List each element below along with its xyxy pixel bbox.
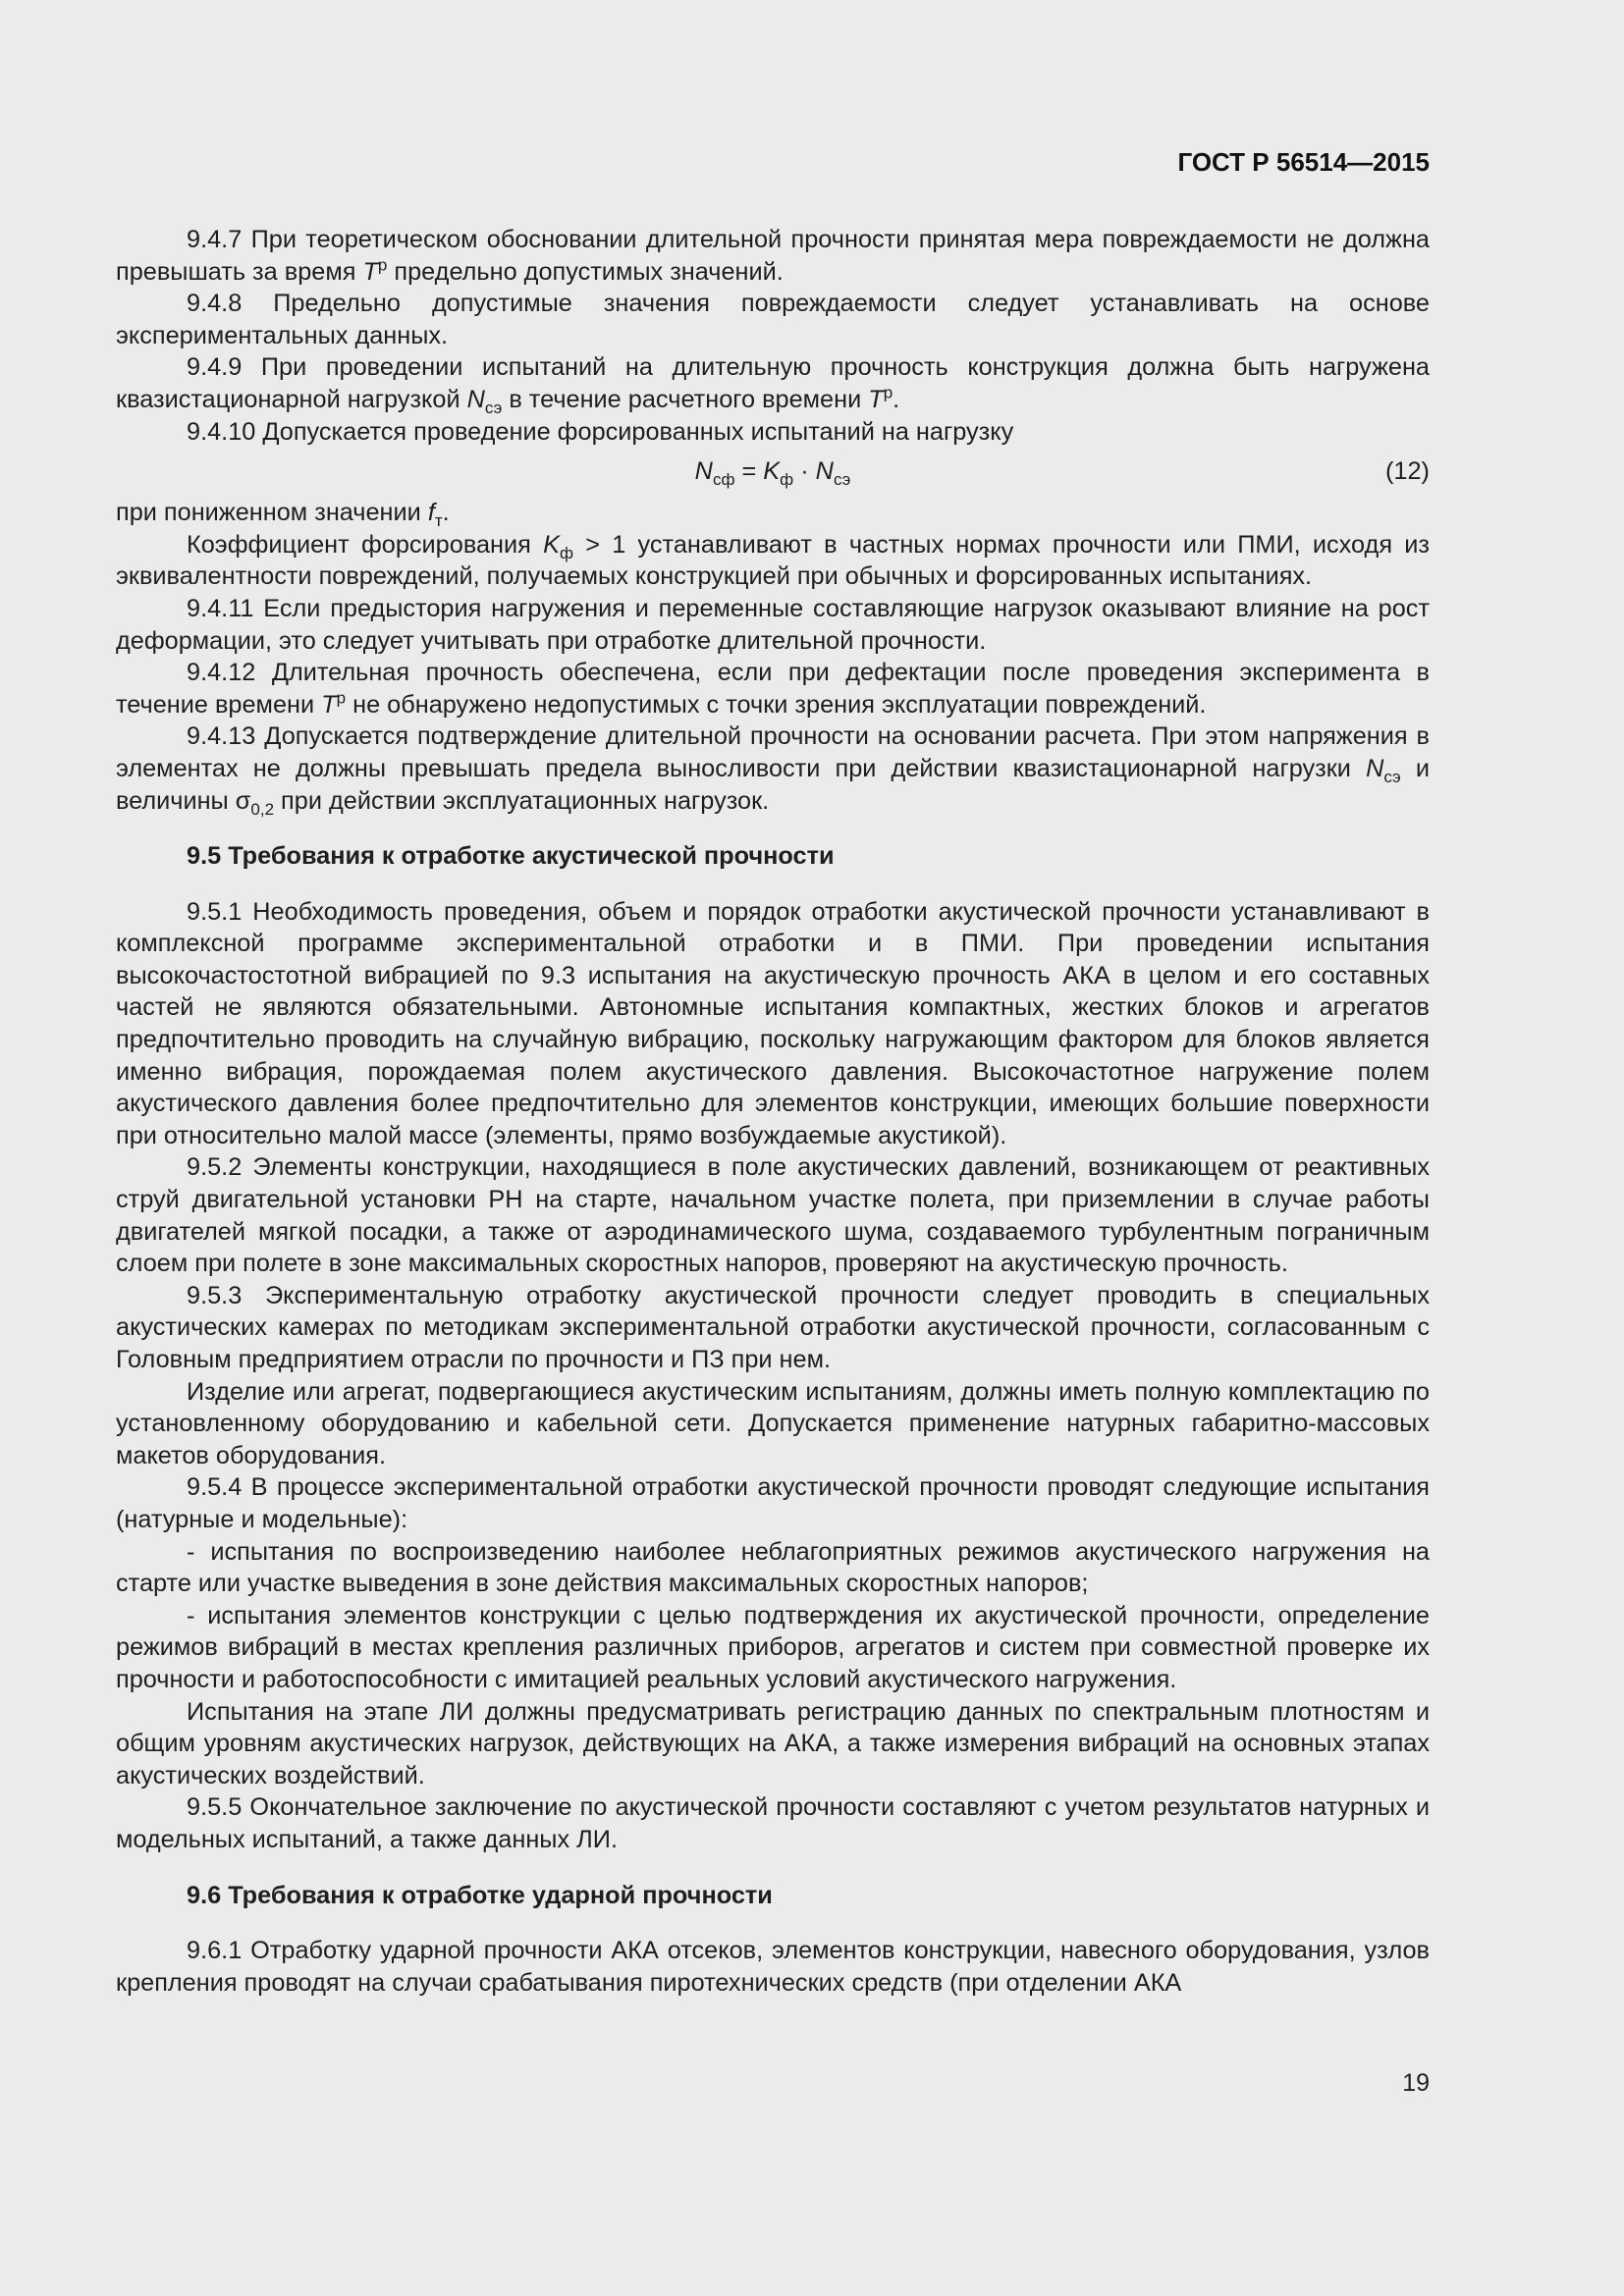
paragraph-9-5-5: 9.5.5 Окончательное заключение по акустической прочности составляют с учетом результатов натурных и модельных испытаний, а также данных ЛИ. bbox=[116, 1793, 1430, 1853]
paragraph-9-4-8: 9.4.8 Предельно допустимые значения повреждаемости следует устанавливать на основе экспериментальных данных. bbox=[116, 290, 1430, 349]
page-number: 19 bbox=[1402, 2069, 1430, 2097]
paragraph-flight-tests: Испытания на этапе ЛИ должны предусматривать регистрацию данных по спектральным плотностям и общим уровням акустических нагрузок, действующих на АКА, а также измерения вибраций на основных этапах акустических воздействий. bbox=[116, 1697, 1430, 1789]
paragraph-9-4-7: 9.4.7 При теоретическом обосновании длительной прочности принятая мера повреждаемости не должна превышать за время $T^р$ предельно допустимых значений. bbox=[116, 226, 1430, 286]
paragraph-9-6-1: 9.6.1 Отработку ударной прочности АКА отсеков, элементов конструкции, навесного оборудования, узлов крепления проводят на случаи срабатывания пиротехнических средств (при отделении АКА bbox=[116, 1937, 1430, 1997]
paragraph-9-4-9: 9.4.9 При проведении испытаний на длительную прочность конструкция должна быть нагружена квазистационарной нагрузкой $N_{сэ}$ в течение расчетного времени $T^р$. bbox=[116, 353, 1430, 418]
formula-expression: $N_{сф} = K_ф \cdot N_{сэ}$ bbox=[694, 457, 851, 490]
paragraph-forcing-coefficient: Коэффициент форсирования $K_ф > 1$ устанавливают в частных нормах прочности или ПМИ, исходя из эквивалентности повреждений, получаемых конструкцией при обычных и форсированных испытаниях. bbox=[116, 530, 1430, 591]
paragraph-9-5-2: 9.5.2 Элементы конструкции, находящиеся в поле акустических давлений, возникающем от реактивных струй двигательной установки РН на старте, начальном участке полета, при приземлении в случае работы двигателей мягкой посадки, а также от аэродинамического шума, создаваемого турбулентным пограничным слоем при полете в зоне максимальных скоростных напоров, проверяют на акустическую прочность. bbox=[116, 1153, 1430, 1278]
formula-12 bbox=[116, 450, 1430, 493]
paragraph-product-completeness: Изделие или агрегат, подвергающиеся акустическим испытаниям, должны иметь полную комплектацию по установленному оборудованию и кабельной сети. Допускается применение натурных габаритно-массовых макетов оборудования. bbox=[116, 1377, 1430, 1469]
paragraph-9-4-10: 9.4.10 Допускается проведение форсированных испытаний на нагрузку bbox=[187, 417, 1014, 446]
document-body bbox=[116, 224, 1430, 1999]
paragraph-9-5-1: 9.5.1 Необходимость проведения, объем и порядок отработки акустической прочности устанавливают в комплексной программе экспериментальной отработки и в ПМИ. При проведении испытания высокочастостотной вибрацией по 9.3 испытания на акустическую прочность АКА в целом и его составных частей не являются обязательными. Автономные испытания компактных, жестких блоков и агрегатов предпочтительно проводить на случайную вибрацию, поскольку нагружающим фактором для блоков является именно вибрация, порождаемая полем акустического давления. Высокочастотное нагружение полем акустического давления более предпочтительно для элементов конструкции, имеющих большие поверхности при относительно малой массе (элементы, прямо возбуждаемые акустикой). bbox=[116, 897, 1430, 1149]
section-heading-9-6: 9.6 Требования к отработке ударной прочности bbox=[187, 1881, 773, 1909]
paragraph-9-4-13: 9.4.13 Допускается подтверждение длительной прочности на основании расчета. При этом напряжения в элементах не должны превышать предела выносливости при действии квазистационарной нагрузки $N_{сэ}$ и величины $\sigma_{0,2}$ при действии эксплуатационных нагрузок. bbox=[116, 722, 1430, 819]
paragraph-9-4-11: 9.4.11 Если предыстория нагружения и переменные составляющие нагрузок оказывают влияние на рост деформации, это следует учитывать при отработке длительной прочности. bbox=[116, 594, 1430, 655]
standard-header: ГОСТ Р 56514—2015 bbox=[1177, 147, 1430, 177]
paragraph-9-5-3: 9.5.3 Экспериментальную отработку акустической прочности следует проводить в специальных акустических камерах по методикам экспериментальной отработки акустической прочности, согласованным с Головным предприятием отрасли по прочности и ПЗ при нем. bbox=[116, 1281, 1430, 1373]
section-heading-9-5: 9.5 Требования к отработке акустической прочности bbox=[187, 842, 835, 871]
paragraph-9-5-4: 9.5.4 В процессе экспериментальной отработки акустической прочности проводят следующие испытания (натурные и модельные): bbox=[116, 1473, 1430, 1533]
paragraph-9-4-12: 9.4.12 Длительная прочность обеспечена, если при дефектации после проведения эксперимента в течение времени $T^р$ не обнаружено недопустимых с точки зрения эксплуатации повреждений. bbox=[116, 659, 1430, 719]
list-item-test-elements: - испытания элементов конструкции с целью подтверждения их акустической прочности, определение режимов вибраций в местах крепления различных приборов, агрегатов и систем при совместной проверке их прочности и работоспособности с имитацией реальных условий акустического нагружения. bbox=[116, 1601, 1430, 1693]
formula-number: (12) bbox=[1385, 457, 1430, 486]
paragraph-reduced-value: при пониженном значении $f_т$. bbox=[116, 499, 450, 531]
list-item-test-reproduction: - испытания по воспроизведению наиболее неблагоприятных режимов акустического нагружения на старте или участке выведения в зоне действия максимальных скоростных напоров; bbox=[116, 1537, 1430, 1598]
